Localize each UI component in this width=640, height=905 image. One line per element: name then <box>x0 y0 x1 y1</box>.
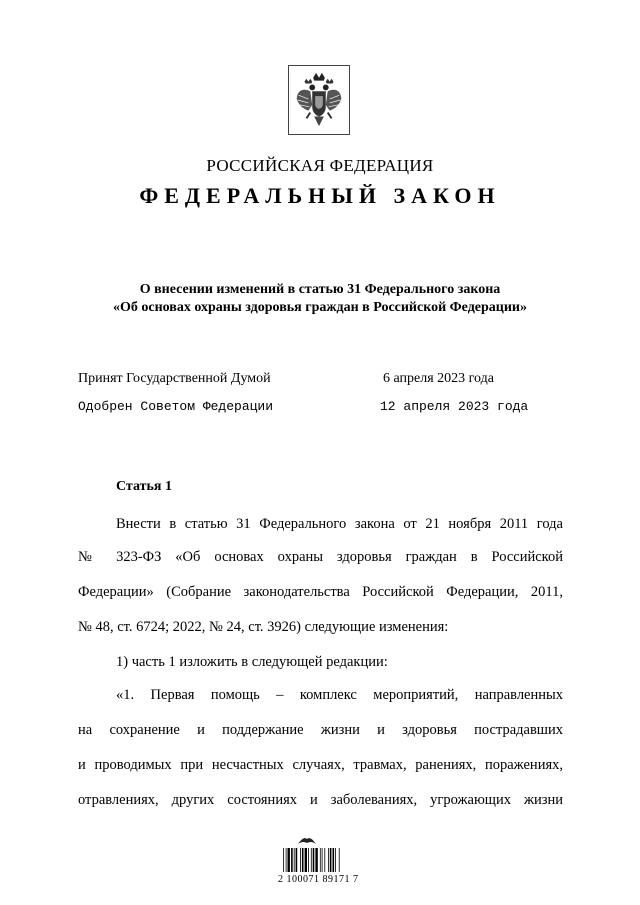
article-heading: Статья 1 <box>116 479 172 494</box>
coat-of-arms-emblem-icon <box>288 65 350 135</box>
approval-date: 12 апреля 2023 года <box>380 399 529 414</box>
article-text-line: и проводимых при несчастных случаях, травмах, ранениях, поражениях, <box>78 757 563 773</box>
approval-label: Одобрен Советом Федерации <box>78 399 274 414</box>
article-text-line: отравлениях, других состояниях и заболеваниях, угрожающих жизни <box>78 792 563 808</box>
law-title-line-1: О внесении изменений в статью 31 Федерального закона <box>139 282 501 297</box>
barcode-icon <box>282 848 360 872</box>
country-name: РОССИЙСКАЯ ФЕДЕРАЦИЯ <box>206 156 434 175</box>
article-text-line: «1. Первая помощь – комплекс мероприятий, направленных <box>116 687 563 703</box>
article-text-line: 1) часть 1 изложить в следующей редакции: <box>116 654 388 670</box>
article-text-line: Федерации» (Собрание законодательства Российской Федерации, 2011, <box>78 584 563 600</box>
law-title-line-2: «Об основах охраны здоровья граждан в Российской Федерации» <box>112 300 527 315</box>
adoption-date: 6 апреля 2023 года <box>383 371 494 386</box>
article-text-line: на сохранение и поддержание жизни и здоровья пострадавших <box>78 722 563 738</box>
law-type-heading: ФЕДЕРАЛЬНЫЙ ЗАКОН <box>139 183 501 208</box>
law-title <box>0 281 640 317</box>
adoption-label: Принят Государственной Думой <box>78 371 271 386</box>
article-text-line: № 323-ФЗ «Об основах охраны здоровья граждан в Российской <box>78 549 563 565</box>
article-text-line: № 48, ст. 6724; 2022, № 24, ст. 3926) следующие изменения: <box>78 619 449 635</box>
barcode-number: 2 100071 89171 7 <box>278 874 359 885</box>
small-eagle-icon <box>296 835 318 847</box>
article-text-line: Внести в статью 31 Федерального закона от 21 ноября 2011 года <box>116 516 563 532</box>
